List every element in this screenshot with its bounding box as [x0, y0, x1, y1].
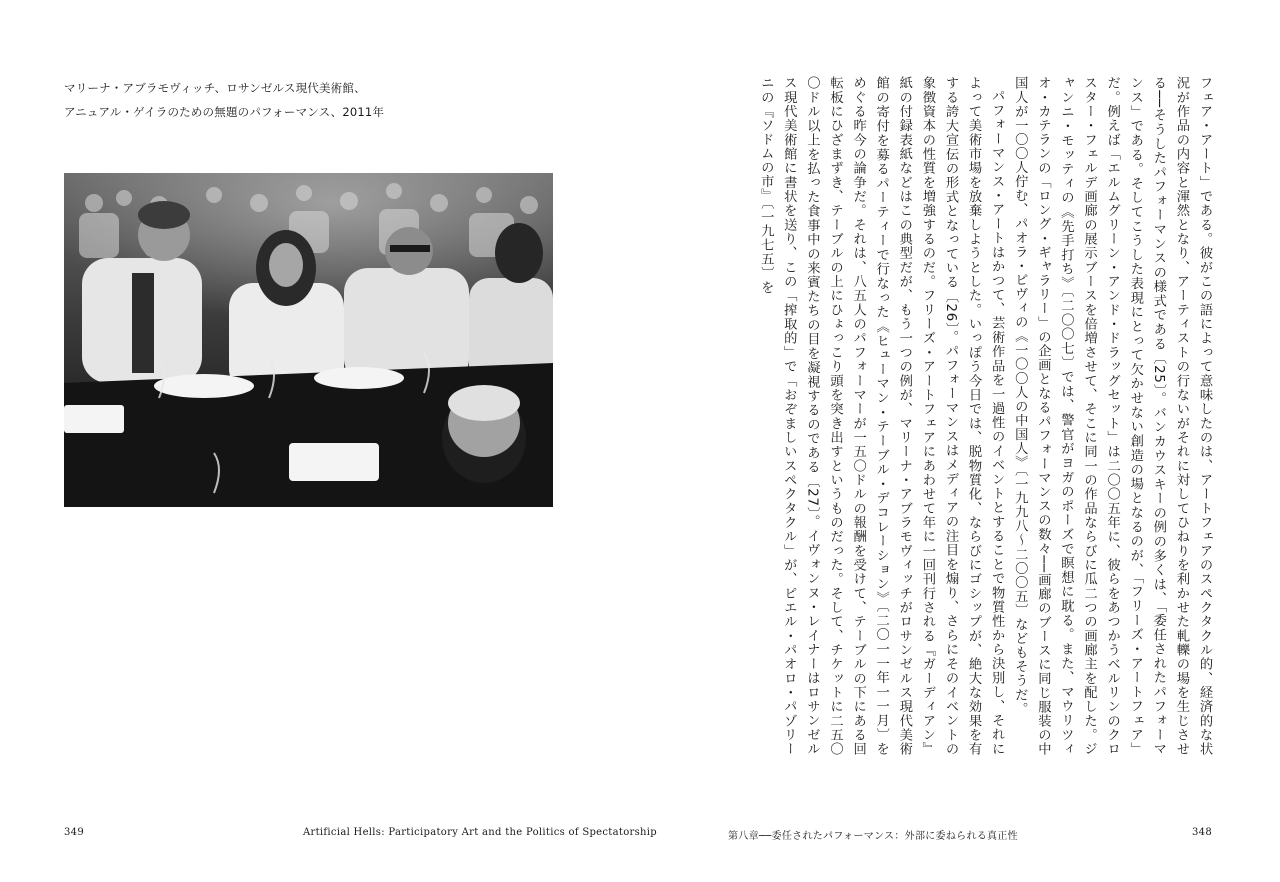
left-running-title: Artificial Hells: Participatory Art and the Politics of Spectatorship [303, 827, 657, 838]
caption-line-2: アニュアル・ゲイラのための無題のパフォーマンス、2011年 [64, 105, 385, 119]
left-page-number: 349 [64, 827, 84, 838]
right-running-title: 第八章──委任されたパフォーマンス：外部に委ねられる真正性 [728, 831, 1018, 842]
gala-dinner-photo [64, 173, 553, 507]
body-paragraph-2: パフォーマンス・アートはかつて、芸術作品を一過性のイベントとすることで物質性から決別し、それによって美術市場を放棄しようとした。いっぽう今日では、脱物質化、ならびにゴシップが、絶大な効果を有する誇大宣伝の形式となっている〔26〕。パフォーマンスはメディアの注目を煽り、さらにそのイベントの象徴資本の性質を増強するのだ。フリーズ・アートフェアにあわせて年に一回刊行される『ガーディアン』紙の付録表紙などはこの典型だが、もう一つの例が、マリーナ・アブラモヴィッチがロサンゼルス現代美術館の寄付を募るパーティーで行なった《ヒューマン・テーブル・デコレーション》〔二〇一一年一一月〕をめぐる昨今の論争だ。それは、八五人のパフォーマーが一五〇ドルの報酬を受けて、テーブルの下にある回転板にひざまずき、テーブルの上にひょっこり頭を突き出すというものだった。そして、チケットに二五〇〇ドル以上を払った食事中の来賓たちの目を凝視するのである〔27〕。イヴォンヌ・レイナーはロサンゼルス現代美術館に書状を送り、この「搾取的」で「おぞましいスペクタクル」が、ピエル・パオロ・パゾリーニの『ソドムの市』〔一九七五〕を [758, 76, 1005, 756]
right-page-number: 348 [1192, 827, 1212, 838]
photo-caption [64, 76, 384, 124]
body-text-vertical [724, 76, 1216, 756]
body-paragraph-1: フェア・アート」である。彼がこの語によって意味したのは、アートフェアのスペクタクル的、経済的な状況が作品の内容と渾然となり、アーティストの行ないがそれに対してひねりを利かせた軋轢の場を生じさせる──そうしたパフォーマンスの様式である〔25〕。バンカウスキーの例の多くは、「委任されたパフォーマンス」である。そしてこうした表現にとって欠かせない創造の場となるのが、「フリーズ・アートフェア」だ。例えば「エルムグリーン・アンド・ドラッグセット」は二〇〇五年に、彼らをあつかうベルリンのクロスター・フェルデ画廊の展示ブースを倍増させて、そこに同一の作品ならびに瓜二つの画廊主を配した。ジャンニ・モッティの《先手打ち》〔二〇〇七〕では、警官がヨガのポーズで瞑想に耽る。また、マウリツィオ・カテランの「ロング・ギャラリー」の企画となるパフォーマンスの数々──画廊のブースに同じ服装の中国人が一〇〇人佇む、パオラ・ピヴィの《一〇〇人の中国人》〔一九九八〜二〇〇五〕などもそうだ。 [1012, 76, 1212, 756]
caption-line-1: マリーナ・アブラモヴィッチ、ロサンゼルス現代美術館、 [64, 81, 366, 95]
